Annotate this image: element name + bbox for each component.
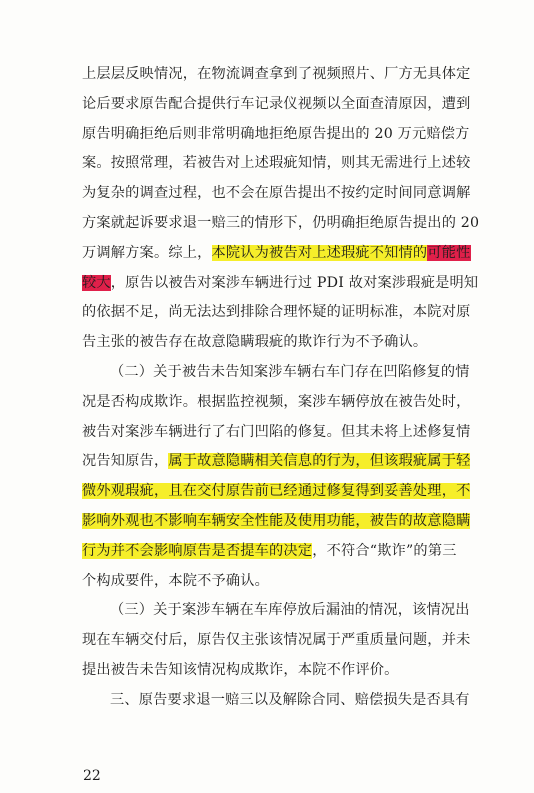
text-segment: 论后要求原告配合提供行车记录仪视频以全面查清原因，遭到 <box>82 95 471 112</box>
text-segment: 案。按照常理，若被告对上述瑕疵知情，则其无需进行上述较 <box>82 155 471 172</box>
text-line <box>82 567 508 597</box>
text-segment: ，原告以被告对案涉车辆进行过 PDI 故对案涉瑕疵是明知 <box>110 274 479 291</box>
text-line <box>82 60 508 90</box>
text-segment: （二）关于被告未告知案涉车辆右车门存在凹陷修复的情 <box>110 363 470 380</box>
text-line <box>82 596 508 626</box>
text-segment: 原告明确拒绝后则非常明确地拒绝原告提出的 20 万元赔偿方 <box>82 125 470 142</box>
text-segment: 况告知原告， <box>82 453 169 470</box>
text-segment: ，不符合“欺诈”的第三 <box>312 542 457 559</box>
text-line <box>82 269 508 299</box>
text-segment: 万调解方案。综上， <box>82 244 212 261</box>
text-segment: 个构成要件，本院不予确认。 <box>82 572 270 589</box>
text-line <box>82 149 508 179</box>
text-line <box>82 120 508 150</box>
yellow-highlighted-text: 微外观瑕疵，且在交付原告前已经通过修复得到妥善处理，不 <box>82 483 471 500</box>
text-segment: 被告对案涉车辆进行了右门凹陷的修复。但其未将上述修复情 <box>82 423 471 440</box>
text-segment: 提出被告未告知该情况构成欺诈，本院不作评价。 <box>82 661 399 678</box>
text-line <box>82 418 508 448</box>
red-highlighted-text: 可能性 <box>427 244 471 261</box>
yellow-highlighted-text: 影响外观也不影响车辆安全性能及使用功能，被告的故意隐瞒 <box>82 512 471 529</box>
text-segment: 为复杂的调查过程，也不会在原告提出不按约定时间同意调解 <box>82 185 471 202</box>
yellow-highlighted-text: 行为并不会影响原告是否提车的决定 <box>82 542 313 559</box>
yellow-highlighted-text: 属于故意隐瞒相关信息的行为，但该瑕疵属于轻 <box>168 453 471 470</box>
text-line <box>82 477 508 507</box>
text-line <box>82 447 508 477</box>
text-line <box>82 507 508 537</box>
text-segment: 方案就起诉要求退一赔三的情形下，仍明确拒绝原告提出的 20 <box>82 214 480 231</box>
document-body <box>82 60 508 716</box>
text-line <box>82 686 508 716</box>
text-segment: （三）关于案涉车辆在车库停放后漏油的情况，该情况出 <box>110 602 470 619</box>
text-line <box>82 656 508 686</box>
text-segment: 三、原告要求退一赔三以及解除合同、赔偿损失是否具有 <box>110 691 470 708</box>
text-segment: 上层层反映情况，在物流调查拿到了视频照片、厂方无具体定 <box>82 66 471 82</box>
text-line <box>82 239 508 269</box>
text-segment: 现在车辆交付后，原告仅主张该情况属于严重质量问题，并未 <box>82 632 471 649</box>
text-line <box>82 537 508 567</box>
text-segment: 的依据不足，尚无法达到排除合理怀疑的证明标准，本院对原 <box>82 304 471 321</box>
text-line <box>82 298 508 328</box>
text-segment: 况是否构成欺诈。根据监控视频，案涉车辆停放在被告处时， <box>82 393 471 410</box>
text-line <box>82 626 508 656</box>
text-line <box>82 209 508 239</box>
text-line <box>82 358 508 388</box>
text-line <box>82 90 508 120</box>
text-line <box>82 388 508 418</box>
text-line <box>82 328 508 358</box>
yellow-highlighted-text: 本院认为被告对上述瑕疵不知情的 <box>211 244 428 261</box>
red-highlighted-text: 较大 <box>82 274 111 291</box>
text-segment: 告主张的被告存在故意隐瞒瑕疵的欺诈行为不予确认。 <box>82 334 428 351</box>
text-line <box>82 179 508 209</box>
page-number: 22 <box>83 768 101 784</box>
